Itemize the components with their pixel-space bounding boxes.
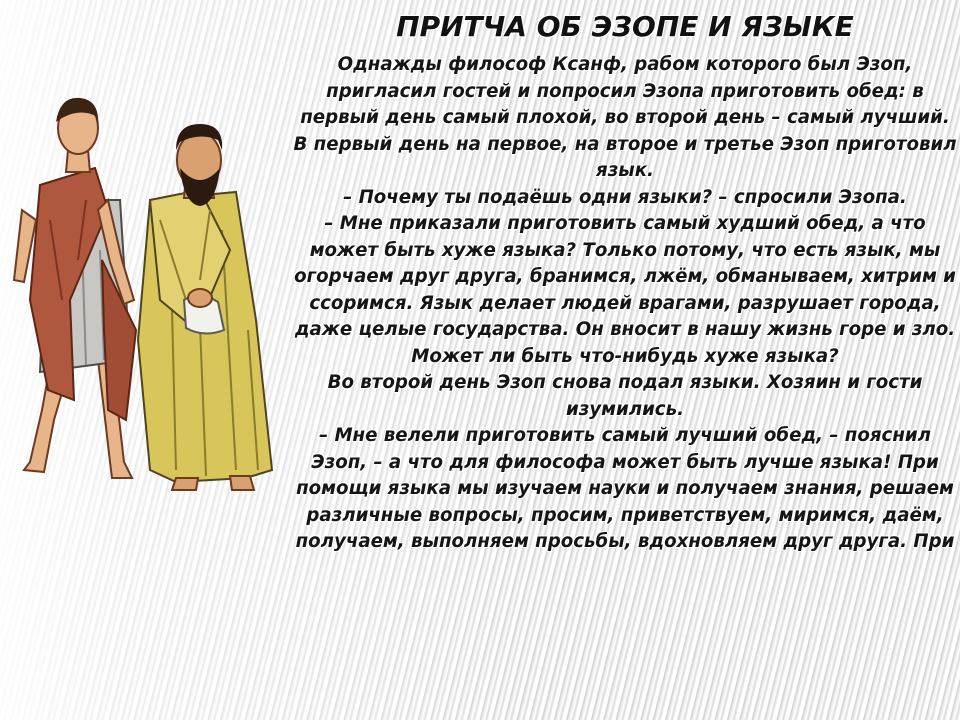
illustration-two-ancient-greeks — [0, 0, 300, 720]
figure-bearded-man — [138, 124, 272, 490]
figure-young-man — [14, 98, 136, 478]
paragraph-first-day: В первый день на первое, на второе и третье Эзоп приготовил язык. — [293, 133, 957, 181]
paragraph-second-day: Во второй день Эзоп снова подал языки. Хозяин и гости изумились. — [327, 372, 923, 420]
paragraph-best-answer: – Мне велели приготовить самый лучший обед, – пояснил Эзоп, – а что для философа может быть лучше языка! При помощи языка мы изучаем науки и получаем знания, решаем различные вопросы, просим, приветствуем, миримся, даём, получаем, выполняем просьбы, вдохновляем друг друга. При — [295, 425, 955, 552]
page-title: ПРИТЧА ОБ ЭЗОПЕ И ЯЗЫКЕ — [396, 10, 854, 43]
paragraph-guests-question: – Почему ты подаёшь одни языки? – спросили Эзопа. — [343, 186, 907, 208]
paragraph-worst-answer: – Мне приказали приготовить самый худший обед, а что может быть хуже языка? Только потому, что есть язык, мы огорчаем друг друга, бранимся, лжём, обманываем, хитрим и ссоримся. Язык делает людей врагами, разрушает города, даже целые государства. Он вносит в нашу жизнь горе и зло. Может ли быть что-нибудь хуже языка? — [294, 213, 956, 367]
parable-text — [293, 52, 957, 556]
paragraph-intro: Однажды философ Ксанф, рабом которого был Эзоп, пригласил гостей и попросил Эзопа приготовить обед: в первый день самый плохой, во второй день – самый лучший. — [300, 54, 950, 128]
